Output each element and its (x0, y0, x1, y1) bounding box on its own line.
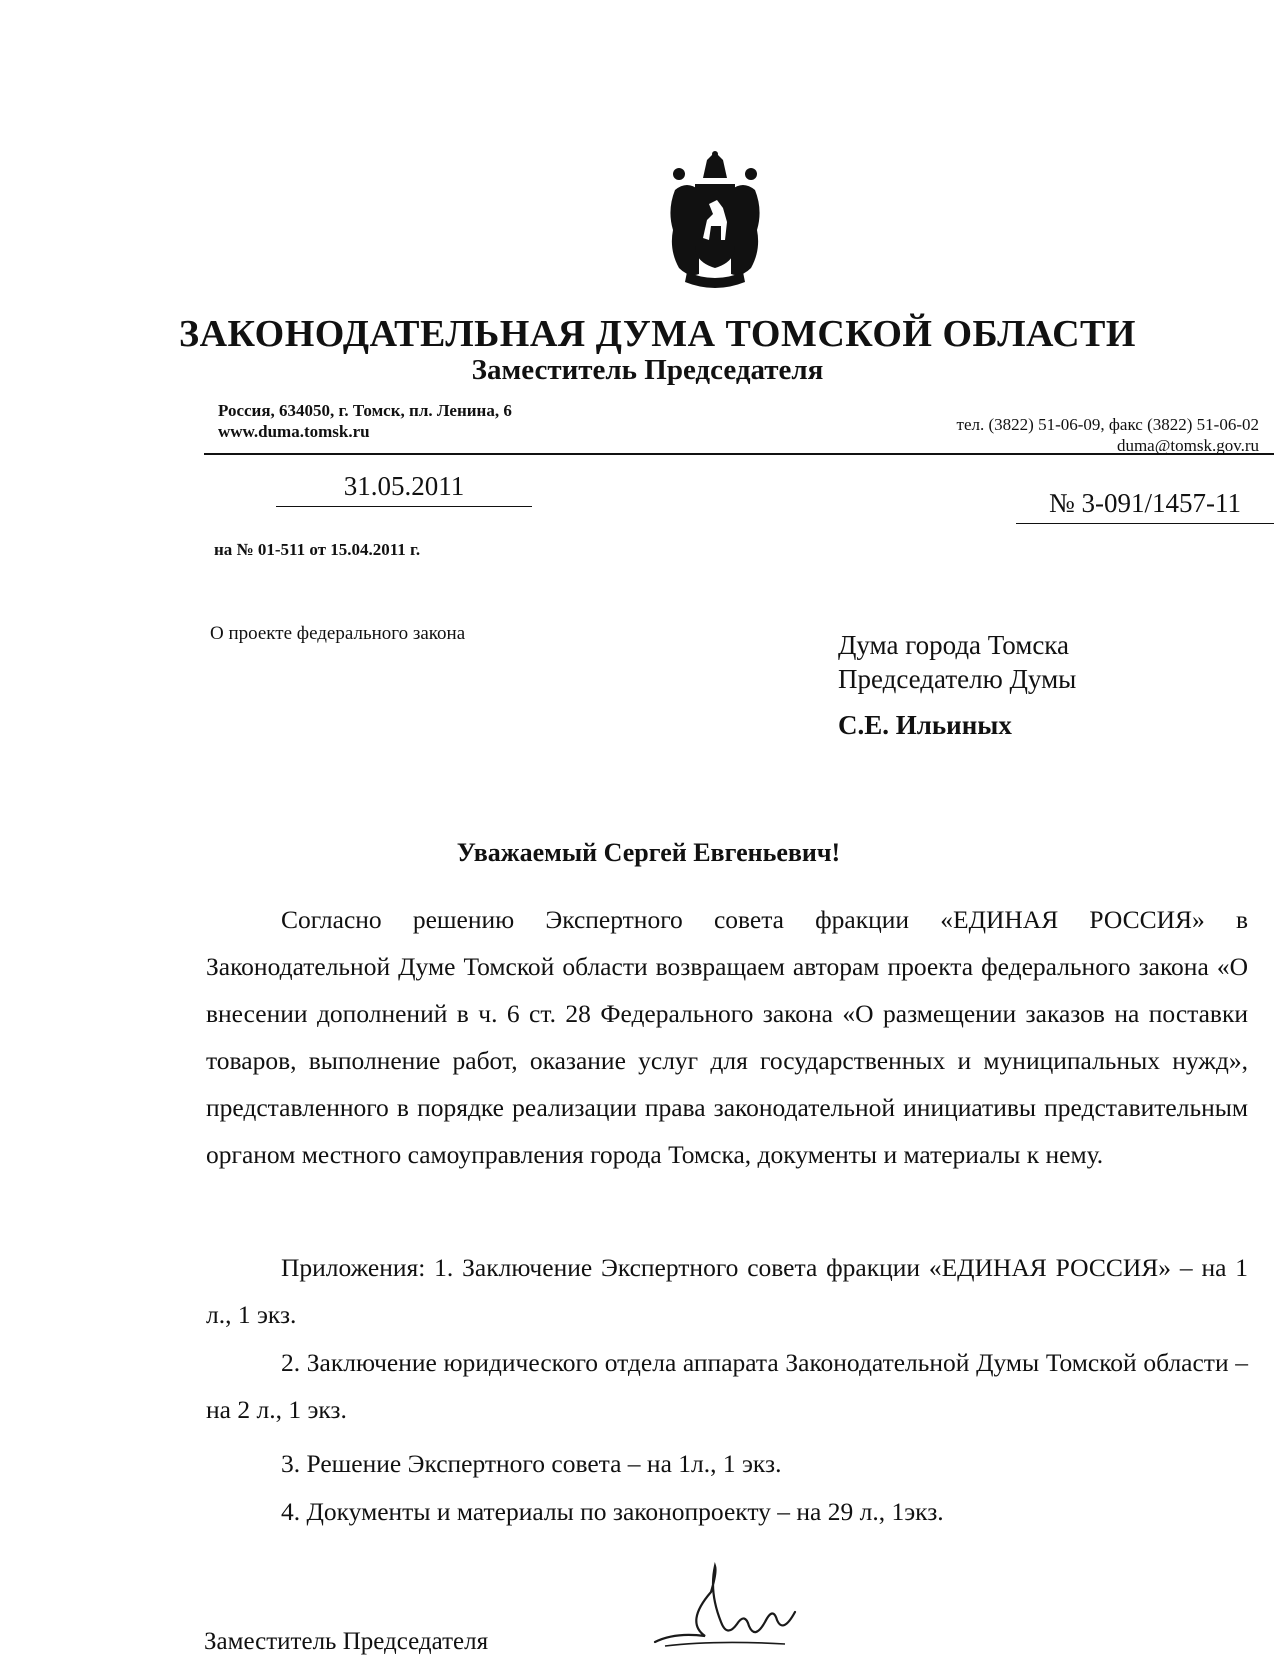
letterhead-divider (204, 453, 1274, 455)
sender-contacts (957, 414, 1259, 456)
recipient-title: Председателю Думы (838, 664, 1077, 694)
attachment-item: 3. Решение Экспертного совета – на 1л., 1 экз. (281, 1449, 782, 1478)
sender-email: duma@tomsk.gov.ru (1116, 436, 1259, 455)
recipient-block (838, 628, 1076, 742)
sender-website: www.duma.tomsk.ru (218, 422, 370, 441)
reply-reference: на № 01-511 от 15.04.2011 г. (214, 540, 421, 559)
sender-phone-fax: тел. (3822) 51-06-09, факс (3822) 51-06-02 (956, 415, 1259, 434)
attachment-item: 4. Документы и материалы по законопроекту – на 29 л., 1экз. (281, 1497, 944, 1526)
recipient-name: С.Е. Ильиных (838, 710, 1012, 740)
salutation: Уважаемый Сергей Евгеньевич! (456, 838, 841, 867)
attachments-intro: Приложения: 1. Заключение Экспертного совета фракции «ЕДИНАЯ РОССИЯ» – на 1 л., 1 экз. (206, 1253, 1248, 1329)
letter-subject: О проекте федерального закона (210, 623, 466, 644)
sender-position: Заместитель Председателя (471, 354, 824, 386)
signer-title: Заместитель Председателя (204, 1628, 489, 1655)
organization-name: ЗАКОНОДАТЕЛЬНАЯ ДУМА ТОМСКОЙ ОБЛАСТИ (179, 313, 1136, 355)
attachment-item: 2. Заключение юридического отдела аппарата Законодательной Думы Томской области – на 2 л., 1 экз. (206, 1348, 1248, 1424)
sender-address-block (218, 400, 512, 442)
recipient-org: Дума города Томска (838, 630, 1070, 660)
sender-address: Россия, 634050, г. Томск, пл. Ленина, 6 (218, 401, 512, 420)
body-paragraph: Согласно решению Экспертного совета фракции «ЕДИНАЯ РОССИЯ» в Законодательной Думе Томской области возвращаем авторам проекта федерального закона «О внесении дополнений в ч. 6 ст. 28 Федерального закона «О размещении заказов на поставки товаров, выполнение работ, оказание услуг для государственных и муниципальных нужд», представленного в порядке реализации права законодательной инициативы представительным органом местного самоуправления города Томска, документы и материалы к нему. (206, 905, 1248, 1169)
tomsk-coat-of-arms-icon (665, 150, 765, 292)
handwritten-signature (645, 1562, 815, 1650)
letter-date: 31.05.2011 (276, 471, 532, 507)
registration-number: № 3-091/1457-11 (1016, 488, 1274, 524)
